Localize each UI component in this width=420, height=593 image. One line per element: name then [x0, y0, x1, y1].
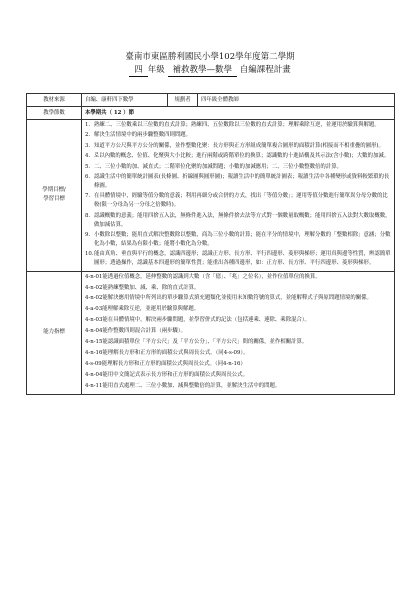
ability-item	[85, 371, 391, 380]
label-planner: 規劃者	[168, 94, 198, 107]
label-periods: 教學節數	[27, 107, 82, 120]
goals-content	[82, 120, 395, 272]
goal-item	[85, 152, 391, 161]
goal-item	[85, 121, 391, 130]
ability-item	[85, 294, 391, 303]
ability-text: 能解決應用情境中所列出的單步驟算式填充題類化並使用未知數符號的算式，並能解釋式子與原問題情境的關係。	[102, 295, 372, 302]
ability-text: 能作整數四則混合計算（兩步驟）。	[102, 328, 186, 335]
goal-text: 在具體情境中，經驗等值分數的意義；利用再細分或合併的方式，找出「等值分數」；運用等值分數進行簡單異分母分數的比較(限一分母為另一分母之倍數時)。	[94, 193, 388, 209]
goal-item	[85, 192, 391, 210]
goal-number: 4.	[85, 153, 91, 160]
label-goals-line-2: 學習目標	[43, 196, 65, 203]
goal-number: 10.	[85, 251, 94, 258]
textbook-row	[27, 94, 395, 107]
ability-item	[85, 349, 391, 358]
goal-text: 認識概數的意義；能用四捨五入法，無條件進入法，無條件捨去法等方式對一個數量取概數；能用四捨五入法對大數取概數，做加減估算。	[94, 212, 391, 228]
goal-number: 9.	[85, 231, 91, 238]
ability-code: 4-s-09	[85, 360, 102, 367]
ability-item	[85, 305, 391, 314]
ability-text: 能理解長方形和正方形的面積公式與周長公式。（同4-n-16）	[101, 360, 246, 367]
goal-number: 2.	[85, 132, 91, 139]
label-textbook: 教材來源	[27, 94, 82, 107]
ability-item	[85, 382, 391, 391]
label-goals	[27, 120, 82, 272]
ability-item	[85, 316, 391, 325]
ability-item	[85, 327, 391, 336]
plan-name: 自編課程計畫	[239, 65, 291, 75]
ability-text: 能理解乘除互逆，並運用於驗算與解題。	[102, 306, 200, 313]
abilities-row	[27, 271, 395, 394]
goal-text: 能由真角、垂直與平行的概念，認識四邊形；認識正方形、長方形、平行四邊形、菱形與梯形；運用真與邊等性質，辨認簡單圖形；透過操作，認識基本四邊形的簡單性質；能重出各種四邊形，如：正方形、長方形、平行四邊形、菱形與梯形。	[94, 251, 391, 267]
goal-number: 6.	[85, 174, 91, 181]
ability-code: 4-n-16	[85, 349, 103, 356]
ability-code: 4-n-15	[85, 339, 103, 346]
ability-code: 4-n-03	[85, 317, 103, 324]
planner-value: 四年級全體教師	[198, 94, 395, 107]
ability-item	[85, 273, 391, 282]
goal-text: 로以內數的概念、位值、化聚與大小比較；進行兩階或跨階單位的換算；認識數的十進結構及其示法(含小數)；大數的加減。	[94, 153, 390, 160]
grade-value: 四	[129, 65, 148, 77]
goal-number: 1.	[85, 122, 91, 128]
ability-code: 4-n-02	[85, 284, 103, 291]
goal-item	[85, 250, 391, 268]
ability-text: 能熟練整數加、減、乘、除的直式計算。	[102, 284, 200, 291]
goal-item	[85, 173, 391, 191]
goal-text: 知道平方公尺與平方公分的關係，並作整數化聚：長方形與正方形組成簡單複合圖形的面積計算(相接而不相重疊的圖形)。	[94, 142, 384, 149]
ability-text: 能透過位值概念，延伸整數的認識到大數（含「億」、「兆」之位名），並作位值單位的換算。	[102, 273, 321, 280]
ability-code: 4-n-04	[85, 328, 103, 335]
label-goals-line-1: 學期目標/	[42, 187, 66, 194]
ability-code: 4-n-11	[85, 382, 103, 389]
goals-row	[27, 120, 395, 272]
goal-number: 7.	[85, 193, 91, 200]
ability-text: 能理解長方形和正方形的面積公式與周長公式。（同4-s-09）。	[102, 349, 249, 356]
ability-item	[85, 360, 391, 369]
abilities-content	[82, 271, 395, 394]
periods-row	[27, 107, 395, 120]
goal-item	[85, 212, 391, 230]
ability-code: 4-n-04	[85, 371, 103, 378]
header-line-1: 臺南市東區勝利國民小學102學年度第二學期	[125, 52, 295, 62]
goal-number: 3.	[85, 142, 91, 149]
goal-text: 二、三位小數的加、減直式；二階單位化聚的加減問題；小數的加減應用；二、三位小數整數倍的計算。	[94, 163, 342, 170]
ability-text: 能用直式處理二、三位小數加、減與整數倍的計算，並解決生活中的問題。	[102, 382, 281, 389]
periods-value: 本學期共（ 12 ）節	[82, 107, 395, 120]
goal-text: 解決生活情境中的兩步驟整數四則問題。	[94, 132, 192, 139]
goal-text: 小數除以整數；能用直式解決整數除以整數，商為三位小數的計算；能在平分的情境中，理解分數的「整數相除」意涵；分數化為小數，結果為有限小數；能將小數化為分數。	[94, 231, 391, 247]
goal-item	[85, 231, 391, 249]
ability-item	[85, 338, 391, 347]
goal-item	[85, 142, 391, 151]
ability-code: 4-n-02	[85, 295, 103, 302]
textbook-value: 自編、康軒四下數學	[82, 94, 168, 107]
ability-text: 能認識面積單位「平方公尺」及「平方公分」、「平方公尺」間的關係，並作相關計算。	[102, 339, 308, 346]
goal-text: 認識生活中的簡單統計圖表(長條圖、折線圖與圓形圖)；報讀生活中的簡單統計圖表；報讀生活中各種變形或資料較繁瑣的長條圖。	[94, 174, 390, 189]
goal-item	[85, 131, 391, 140]
ability-text: 能在具體情境中，解決兩步驟問題，並學習併式的記法（包括連乘、連除、乘除混合）。	[102, 317, 310, 324]
field-value: 補救教學—數學	[168, 65, 238, 77]
header-line-2	[0, 65, 420, 77]
ability-item	[85, 284, 391, 293]
goal-number: 8.	[85, 212, 91, 219]
goal-item	[85, 163, 391, 172]
course-plan-table	[26, 93, 395, 395]
ability-code: 4-n-01	[85, 273, 103, 280]
abilities-list	[85, 273, 391, 391]
goal-number: 5.	[85, 163, 91, 170]
grade-suffix: 年級	[147, 65, 165, 75]
label-abilities: 能力指標	[27, 271, 82, 394]
ability-code: 4-a-03	[85, 306, 103, 313]
goals-list	[85, 121, 391, 268]
ability-text: 能用中文簡記式表示長方形和正方形的面積公式與周長公式。	[102, 371, 248, 378]
goal-text: 熟練二、三位數乘以三位數的直式計算；熟練四、五位數除以三位數的直式計算；理解乘除互逆，並運用於驗算與解題。	[94, 122, 380, 128]
